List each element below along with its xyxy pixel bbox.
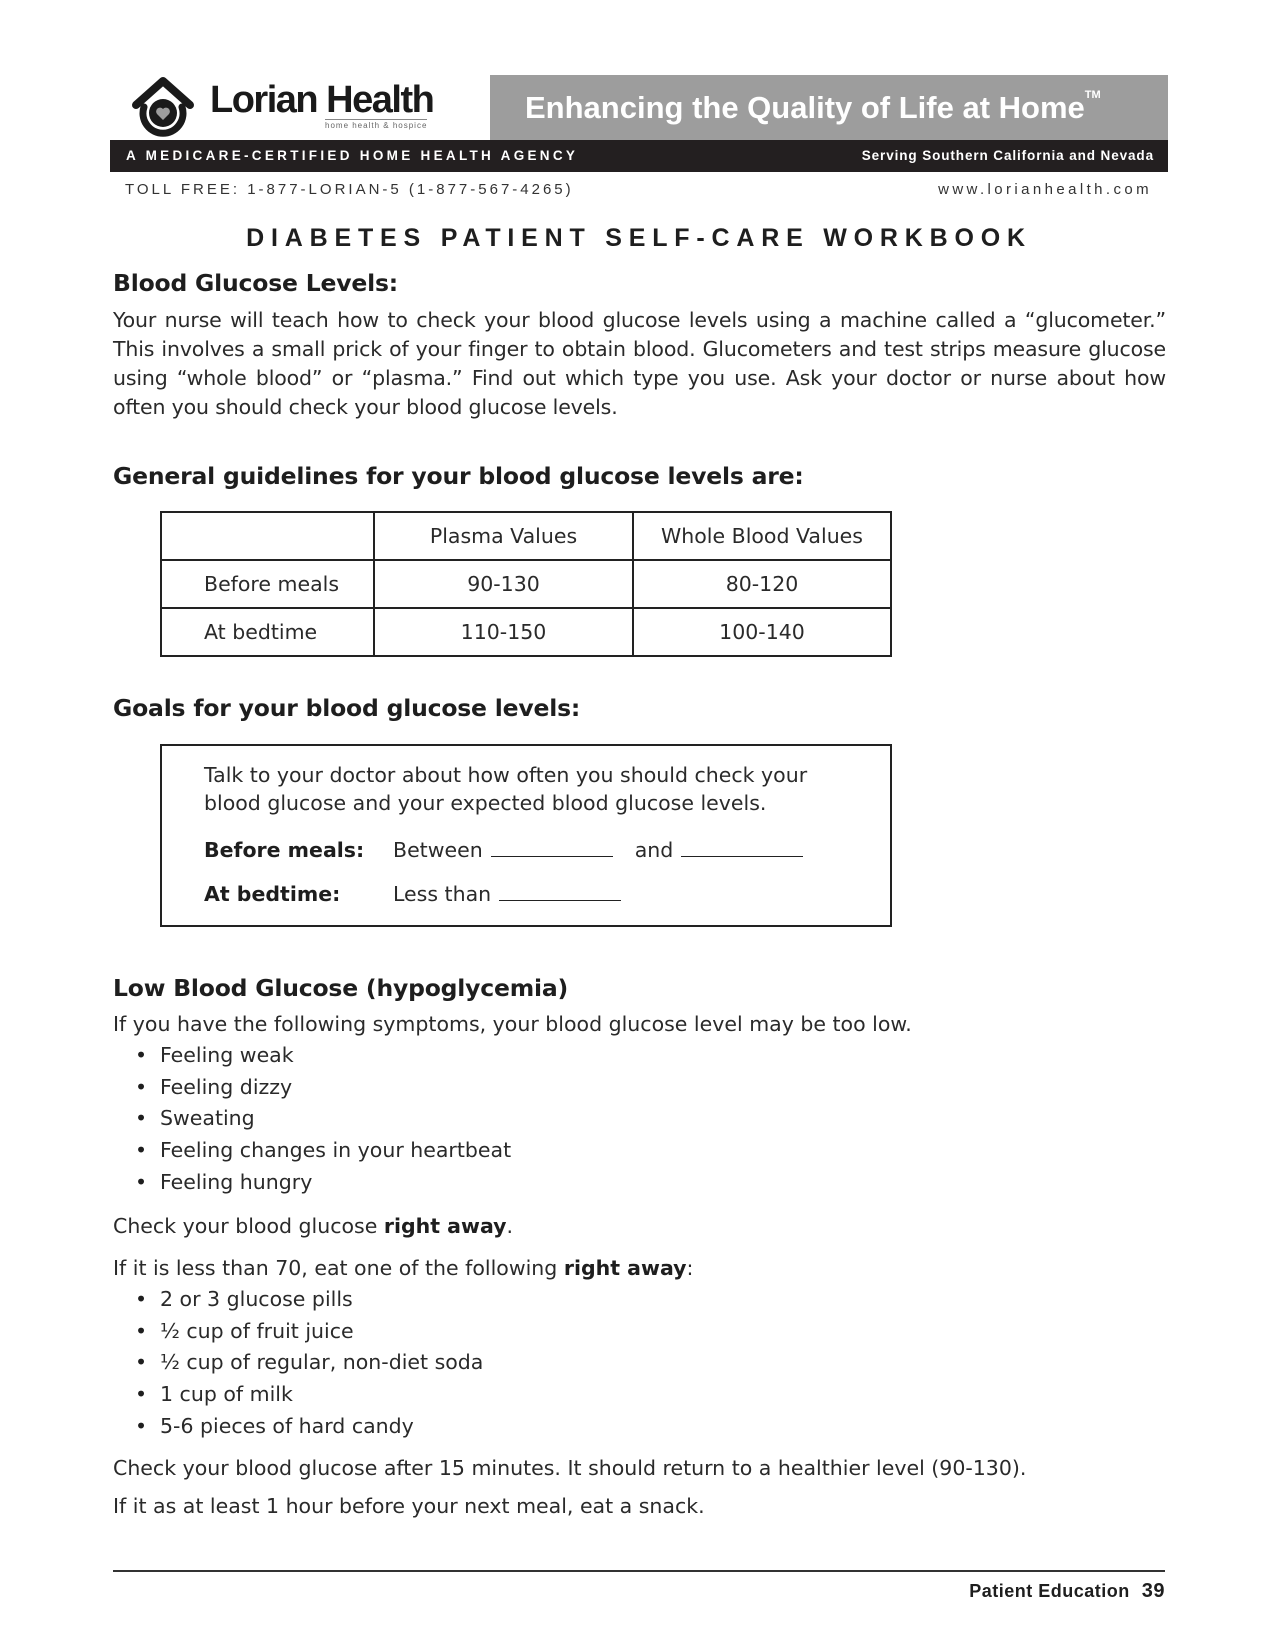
table-cell: Before meals — [161, 560, 374, 608]
list-item: • 5-6 pieces of hard candy — [135, 1414, 483, 1446]
table-cell: 80-120 — [633, 560, 891, 608]
blood-glucose-paragraph: Your nurse will teach how to check your blood glucose levels using a machine called a “glucometer.” This involves a small prick of your finger to obtain blood. Glucometers and test strips measure glucose using “whole blood” or “plasma.” Find out which type you use. Ask your doctor or nurse about how often you should check your blood glucose levels. — [113, 308, 1166, 419]
table-cell: 100-140 — [633, 608, 891, 656]
table-header-cell: Whole Blood Values — [633, 512, 891, 560]
agency-bar — [110, 140, 1168, 172]
footer-label: Patient Education — [969, 1581, 1130, 1601]
list-item: • 1 cup of milk — [135, 1382, 483, 1414]
less-than-text: If it is less than 70, eat one of the following — [113, 1256, 564, 1280]
before-meals-goal-row — [204, 836, 803, 862]
goals-heading: Goals for your blood glucose levels: — [113, 694, 581, 722]
and-text: and — [634, 838, 674, 862]
house-heart-icon — [130, 75, 196, 141]
less-than-70-line — [113, 1256, 693, 1280]
before-meals-label: Before meals: — [204, 838, 365, 862]
guidelines-table — [160, 511, 892, 657]
table-header-cell: Plasma Values — [374, 512, 633, 560]
footer-divider — [113, 1570, 1165, 1572]
less-than-text: Less than — [393, 882, 492, 906]
less-than-suffix: : — [686, 1256, 694, 1280]
brand-tagline: home health & hospice — [325, 121, 428, 130]
table-row — [161, 608, 891, 656]
list-item: • ½ cup of regular, non-diet soda — [135, 1350, 483, 1382]
blood-glucose-heading: Blood Glucose Levels: — [113, 269, 398, 297]
less-than-emphasis: right away — [563, 1256, 687, 1280]
recheck-line: Check your blood glucose after 15 minutes. It should return to a healthier level (90-130). — [113, 1456, 1027, 1480]
brand-logo — [110, 75, 490, 143]
check-right-away-line — [113, 1214, 513, 1238]
goals-intro-line: Talk to your doctor about how often you should check your — [204, 763, 808, 787]
goals-box — [160, 744, 892, 927]
service-area: Serving Southern California and Nevada — [861, 148, 1154, 163]
table-cell: 90-130 — [374, 560, 633, 608]
low-glucose-heading: Low Blood Glucose (hypoglycemia) — [113, 974, 569, 1002]
goals-intro — [204, 761, 807, 817]
agency-line: A MEDICARE-CERTIFIED HOME HEALTH AGENCY — [126, 148, 579, 163]
tagline-banner — [490, 75, 1168, 140]
before-meals-max-blank[interactable] — [681, 836, 803, 857]
snack-line: If it as at least 1 hour before your next meal, eat a snack. — [113, 1494, 705, 1518]
table-row — [161, 560, 891, 608]
table-header-row — [161, 512, 891, 560]
toll-free-number: TOLL FREE: 1-877-LORIAN-5 (1-877-567-4265) — [125, 181, 574, 198]
document-title: DIABETES PATIENT SELF-CARE WORKBOOK — [246, 224, 1032, 252]
website-link: www.lorianhealth.com — [938, 181, 1152, 198]
bedtime-goal-row — [204, 880, 621, 906]
list-item: • ½ cup of fruit juice — [135, 1319, 483, 1351]
check-suffix: . — [506, 1214, 514, 1238]
bedtime-max-blank[interactable] — [499, 880, 621, 901]
check-text: Check your blood glucose — [113, 1214, 384, 1238]
table-cell: 110-150 — [374, 608, 633, 656]
before-meals-min-blank[interactable] — [491, 836, 613, 857]
guidelines-heading: General guidelines for your blood glucose levels are: — [113, 462, 804, 490]
list-item: • Feeling dizzy — [135, 1075, 511, 1107]
remedies-list — [135, 1287, 483, 1445]
check-emphasis: right away — [383, 1214, 507, 1238]
symptoms-list — [135, 1043, 511, 1201]
bedtime-label: At bedtime: — [204, 882, 341, 906]
table-header-cell — [161, 512, 374, 560]
page-footer — [969, 1580, 1165, 1603]
list-item: • Feeling changes in your heartbeat — [135, 1138, 511, 1170]
tagline-text: Enhancing the Quality of Life at Home — [525, 90, 1085, 125]
page-number: 39 — [1141, 1580, 1165, 1602]
list-item: • Feeling hungry — [135, 1170, 511, 1202]
list-item: • 2 or 3 glucose pills — [135, 1287, 483, 1319]
low-glucose-intro: If you have the following symptoms, your blood glucose level may be too low. — [113, 1012, 912, 1036]
table-cell: At bedtime — [161, 608, 374, 656]
trademark-mark: TM — [1084, 89, 1101, 101]
list-item: • Sweating — [135, 1106, 511, 1138]
goals-intro-line: blood glucose and your expected blood glucose levels. — [204, 791, 767, 815]
brand-name: Lorian Health — [210, 79, 434, 121]
between-text: Between — [393, 838, 483, 862]
list-item: • Feeling weak — [135, 1043, 511, 1075]
